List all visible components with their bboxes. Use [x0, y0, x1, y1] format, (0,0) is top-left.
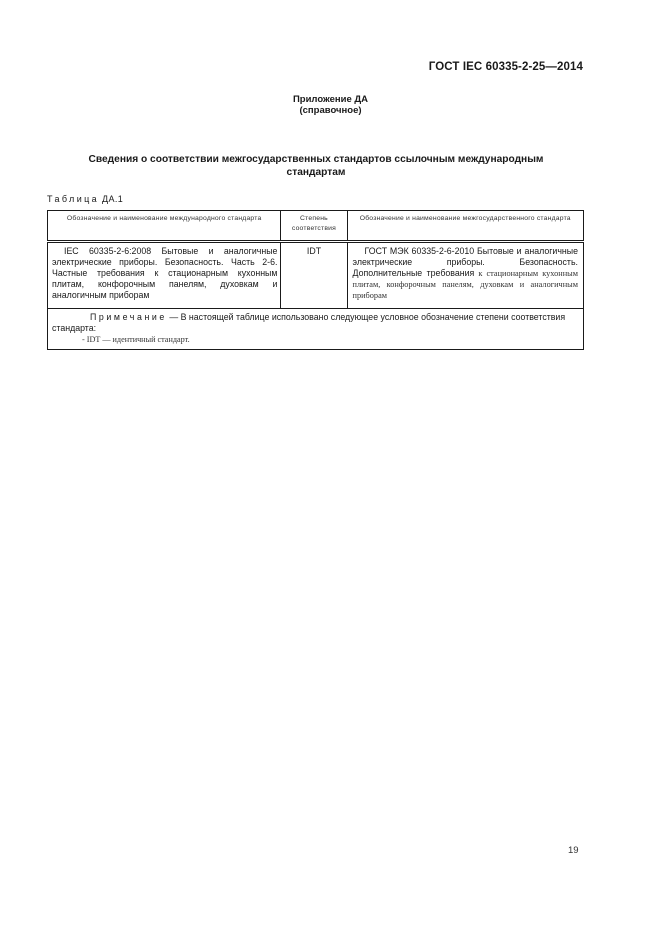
interstate-text-sans: ГОСТ МЭК 60335-2-6-2010 Бытовые и аналогичные электрические приборы. Безопасность. Дополнительные требования [352, 246, 578, 278]
document-code: ГОСТ IEC 60335-2-25—2014 [428, 61, 583, 73]
annex-title: Приложение ДА [292, 94, 369, 105]
table-header-row [48, 211, 584, 242]
table-caption [47, 194, 123, 204]
note-label: Примечание [90, 312, 167, 322]
note-item: - IDT — идентичный стандарт. [82, 335, 190, 344]
table-caption-number: ДА.1 [102, 194, 124, 204]
table-caption-word: Таблица [47, 194, 100, 204]
interstate-text-serif: к стационарным кухонным плитам, конфорочным панелям, духовкам и аналогичным приборам [352, 269, 578, 300]
annex-heading [0, 94, 661, 116]
section-title-line-1: Сведения о соответствии межгосударственных стандартов ссылочным международным [88, 154, 544, 165]
note-text [52, 312, 578, 334]
correspondence-table [47, 210, 584, 350]
cell-international-standard: IEC 60335-2-6:2008 Бытовые и аналогичные электрические приборы. Безопасность. Часть 2-6. Частные требования к стационарным кухонным плитам, конфорочным панелям, духовкам и аналогичным приборам [48, 242, 281, 309]
header-degree-of-correspondence: Степень соответствия [281, 211, 347, 242]
section-title-line-2: стандартам [286, 167, 346, 178]
header-international-standard: Обозначение и наименование международного стандарта [48, 211, 281, 242]
cell-degree: IDT [281, 242, 347, 309]
table-note-row [48, 309, 584, 350]
note-body: — В настоящей таблице использовано следующее условное обозначение степени соответствия стандарта: [52, 312, 566, 333]
section-title [48, 153, 584, 179]
table-row [48, 242, 584, 309]
annex-subtitle: (справочное) [299, 105, 362, 116]
cell-interstate-standard [347, 242, 583, 309]
table-note [48, 309, 584, 350]
header-interstate-standard: Обозначение и наименование межгосударственного стандарта [347, 211, 583, 242]
page-number: 19 [568, 845, 579, 856]
